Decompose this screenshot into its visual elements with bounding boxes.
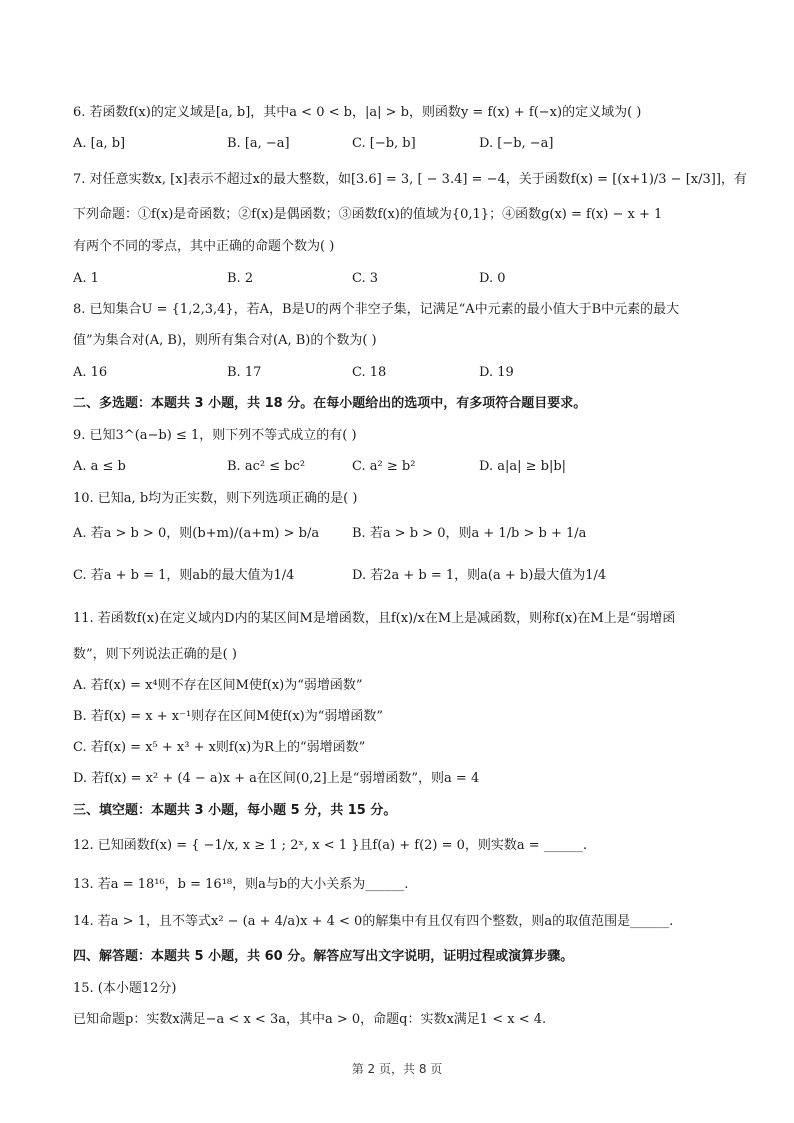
question-15-stem: 已知命题p：实数x满足−a < x < 3a，其中a > 0，命题q：实数x满足1 < x < 4.: [73, 1012, 547, 1027]
question-9-options: [73, 457, 723, 477]
q8-option-a: A. 16: [73, 365, 108, 380]
question-8-stem-line2: 值”为集合对(A, B)，则所有集合对(A, B)的个数为( ): [73, 333, 377, 348]
q11-option-b: B. 若f(x) = x + x⁻¹则存在区间M使f(x)为“弱增函数”: [73, 709, 384, 724]
q10-option-a: A. 若a > b > 0，则(b+m)/(a+m) > b/a: [73, 526, 320, 541]
section-multiple-choice-heading: 二、多选题：本题共 3 小题，共 18 分。在每小题给出的选项中，有多项符合题目要求。: [73, 396, 587, 411]
section-fill-in-heading: 三、填空题：本题共 3 小题，每小题 5 分，共 15 分。: [73, 803, 397, 818]
page-number: 第 2 页，共 8 页: [351, 1062, 443, 1076]
question-12-stem: 12. 已知函数f(x) = { −1/x, x ≥ 1 ; 2ˣ, x < 1 }且f(a) + f(2) = 0，则实数a = ______.: [73, 838, 587, 853]
section-solution-heading: 四、解答题：本题共 5 小题，共 60 分。解答应写出文字说明，证明过程或演算步骤。: [73, 949, 574, 964]
question-10-stem: 10. 已知a, b均为正实数，则下列选项正确的是( ): [73, 491, 358, 506]
q11-option-a: A. 若f(x) = x⁴则不存在区间M使f(x)为“弱增函数”: [73, 678, 363, 693]
question-7-stem-line1: 7. 对任意实数x, [x]表示不超过x的最大整数，如[3.6] = 3, [ − 3.4] = −4，关于函数f(x) = [(x+1)/3 − [x/3]]，有: [73, 172, 747, 187]
q7-option-b: B. 2: [227, 271, 254, 286]
question-10-options-row1: [73, 524, 723, 544]
q9-option-a: A. a ≤ b: [73, 459, 126, 474]
question-11-stem-line1: 11. 若函数f(x)在定义域内D内的某区间M是增函数，且f(x)/x在M上是减函数，则称f(x)在M上是“弱增函: [73, 611, 676, 626]
q10-option-b: B. 若a > b > 0，则a + 1/b > b + 1/a: [352, 526, 587, 541]
question-9-stem: 9. 已知3^(a−b) ≤ 1，则下列不等式成立的有( ): [73, 428, 357, 443]
question-7-stem-line2: 下列命题：①f(x)是奇函数；②f(x)是偶函数；③函数f(x)的值域为{0,1}；④函数g(x) = f(x) − x + 1: [73, 207, 663, 222]
q9-option-c: C. a² ≥ b²: [352, 459, 416, 474]
q7-option-a: A. 1: [73, 271, 99, 286]
q9-option-b: B. ac² ≤ bc²: [227, 459, 306, 474]
q10-option-c: C. 若a + b = 1，则ab的最大值为1/4: [73, 568, 295, 583]
question-6-stem: 6. 若函数f(x)的定义域是[a, b]，其中a < 0 < b，|a| > b，则函数y = f(x) + f(−x)的定义域为( ): [73, 105, 642, 120]
question-7-stem-line3: 有两个不同的零点，其中正确的命题个数为( ): [73, 239, 335, 254]
question-10-options-row2: [73, 566, 723, 586]
q7-option-d: D. 0: [479, 271, 506, 286]
question-13-stem: 13. 若a = 18¹⁶，b = 16¹⁸，则a与b的大小关系为______.: [73, 877, 409, 892]
q6-option-c: C. [−b, b]: [352, 136, 416, 151]
page-footer: [0, 1060, 794, 1077]
question-14-stem: 14. 若a > 1，且不等式x² − (a + 4/a)x + 4 < 0的解集中有且仅有四个整数，则a的取值范围是______.: [73, 914, 674, 929]
q11-option-c: C. 若f(x) = x⁵ + x³ + x则f(x)为R上的“弱增函数”: [73, 740, 366, 755]
question-15-title: 15. (本小题12分): [73, 981, 177, 996]
q8-option-b: B. 17: [227, 365, 262, 380]
q8-option-c: C. 18: [352, 365, 387, 380]
q10-option-d: D. 若2a + b = 1，则a(a + b)最大值为1/4: [352, 568, 607, 583]
q6-option-d: D. [−b, −a]: [479, 136, 554, 151]
question-8-stem-line1: 8. 已知集合U = {1,2,3,4}，若A，B是U的两个非空子集，记满足“A中元素的最小值大于B中元素的最大: [73, 302, 680, 317]
q7-option-c: C. 3: [352, 271, 379, 286]
q9-option-d: D. a|a| ≥ b|b|: [479, 459, 567, 474]
question-8-options: [73, 363, 723, 383]
question-6-options: [73, 134, 723, 154]
question-7-options: [73, 269, 723, 289]
q8-option-d: D. 19: [479, 365, 514, 380]
question-11-stem-line2: 数”，则下列说法正确的是( ): [73, 647, 237, 662]
q6-option-a: A. [a, b]: [73, 136, 126, 151]
q11-option-d: D. 若f(x) = x² + (4 − a)x + a在区间(0,2]上是“弱增函数”，则a = 4: [73, 771, 480, 786]
q6-option-b: B. [a, −a]: [227, 136, 290, 151]
